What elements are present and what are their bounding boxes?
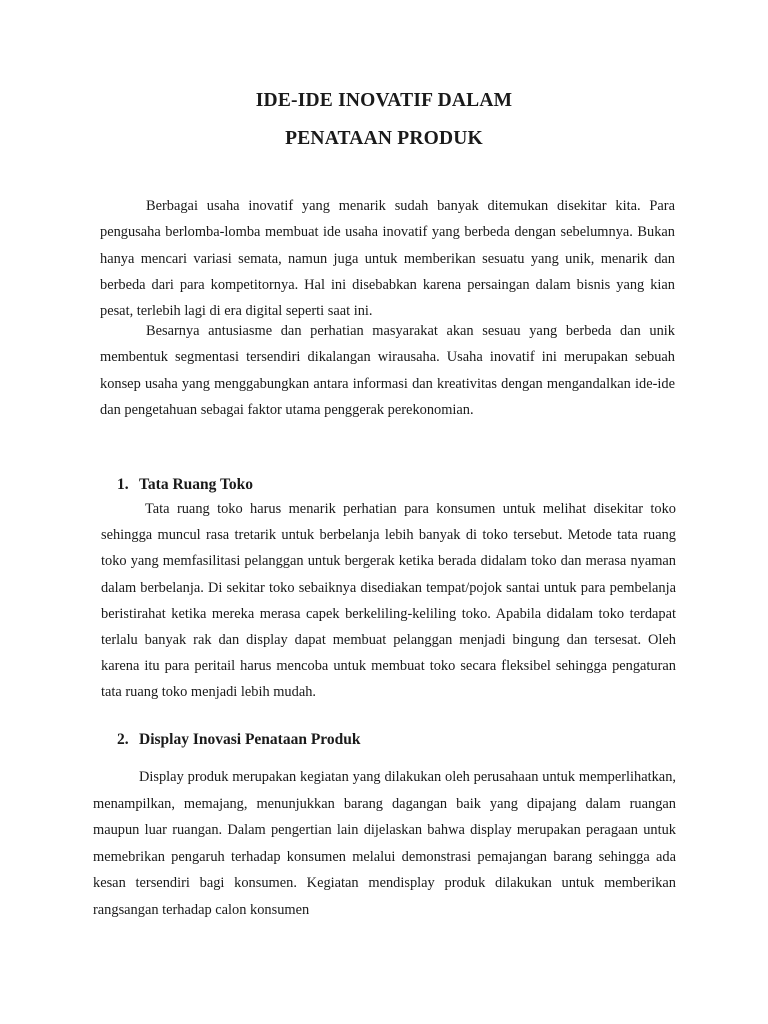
section-body-2: Display produk merupakan kegiatan yang dilakukan oleh perusahaan untuk memperlihatkan, menampilkan, memajang, menunjukkan barang dagangan baik yang dipajang dalam ruangan maupun luar ruangan. Dalam pengertian lain dijelaskan bahwa display merupakan peragaan untuk memebrikan pengaruh terhadap konsumen melalui demonstrasi pemajangan barang sehingga ada kesan tersendiri bagi konsumen. Kegiatan mendisplay produk dilakukan untuk memberikan rangsangan terhadap calon konsumen [93,769,676,918]
section-number-1: 1. [117,476,129,493]
intro-paragraph-1: Berbagai usaha inovatif yang menarik sudah banyak ditemukan disekitar kita. Para pengusaha berlomba-lomba membuat ide usaha inovatif yang berbeda dengan sebelumnya. Bukan hanya mencari variasi semata, namun juga untuk memberikan sesuatu yang unik, menarik dan berbeda dari para kompetitornya. Hal ini disebabkan karena persaingan dalam bisnis yang kian pesat, terlebih lagi di era digital seperti saat ini. [100,198,675,320]
section-heading-2 [117,732,361,748]
section-title-1: Tata Ruang Toko [139,476,254,493]
section-title-2: Display Inovasi Penataan Produk [139,731,361,748]
section-heading-1 [117,477,253,493]
section-body-1: Tata ruang toko harus menarik perhatian para konsumen untuk melihat disekitar toko sehingga muncul rasa tretarik untuk berbelanja lebih banyak di toko tersebut. Metode tata ruang toko yang memfasilitasi pelanggan untuk bergerak ketika berada didalam toko dan merasa nyaman dalam berbelanja. Di sekitar toko sebaiknya disediakan tempat/pojok santai untuk para pembelanja beristirahat ketika mereka merasa capek berkeliling-keliling toko. Apabila didalam toko terdapat terlalu banyak rak dan display dapat membuat pelanggan menjadi bingung dan tersesat. Oleh karena itu para peritail harus mencoba untuk membuat toko secara fleksibel sehingga pengaturan tata ruang toko menjadi lebih mudah. [101,501,676,701]
section-number-2: 2. [117,731,129,748]
document-title-line-1: IDE-IDE INOVATIF DALAM [255,90,513,111]
intro-paragraph-2: Besarnya antusiasme dan perhatian masyarakat akan sesuau yang berbeda dan unik membentuk segmentasi tersendiri dikalangan wirausaha. Usaha inovatif ini merupakan sebuah konsep usaha yang menggabungkan antara informasi dan kreativitas dengan mengandalkan ide-ide dan pengetahuan sebagai faktor utama penggerak perekonomian. [100,323,675,418]
document-title-line-2: PENATAAN PRODUK [285,128,483,149]
